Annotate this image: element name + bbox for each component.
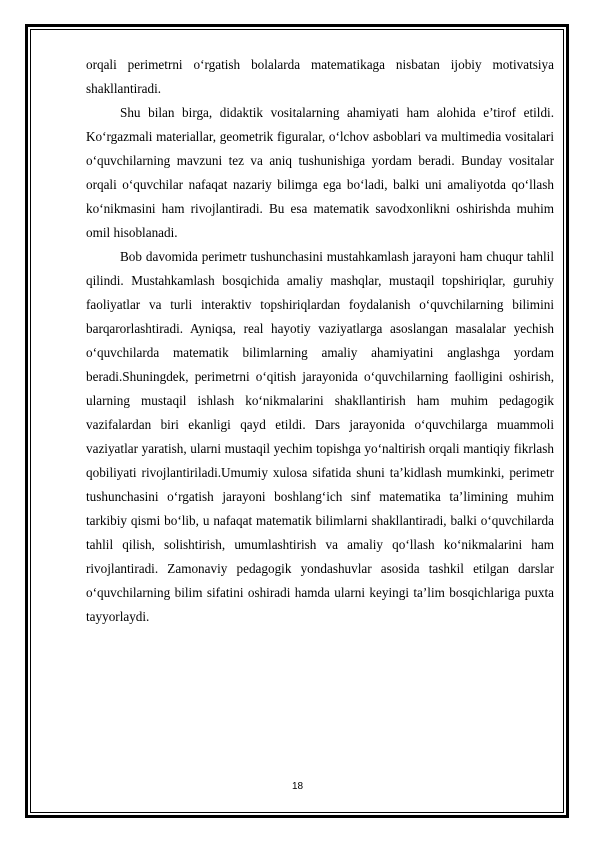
paragraph-conclusion: Bob davomida perimetr tushunchasini mustahkamlash jarayoni ham chuqur tahlil qilindi. Mustahkamlash bosqichida amaliy mashqlar, mustaqil topshiriqlar, guruhiy faoliyatlar va turli interaktiv topshiriqlardan foydalanish o‘quvchilarning bilimini barqarorlashtiradi. Ayniqsa, real hayotiy vaziyatlarga asoslangan masalalar yechish o‘quvchilarda matematik bilimlarning amaliy ahamiyatini anglashga yordam beradi.Shuningdek, perimetrni o‘qitish jarayonida o‘quvchilarning faolligini oshirish, ularning mustaqil ishlash ko‘nikmalarini shakllantirish ham muhim pedagogik vazifalardan biri ekanligi qayd etildi. Dars jarayonida o‘quvchilarga muammoli vaziyatlar yaratish, ularni mustaqil yechim topishga yo‘naltirish orqali mantiqiy fikrlash qobiliyati rivojlantiriladi.Umumiy xulosa sifatida shuni ta’kidlash mumkinki, perimetr tushunchasini o‘rgatish jarayoni boshlang‘ich sinf matematika ta’limining muhim tarkibiy qismi bo‘lib, u nafaqat matematik bilimlarni shakllantiradi, balki o‘quvchilarda tahlil qilish, solishtirish, umumlashtirish va amaliy qo‘llash ko‘nikmalarini ham rivojlantiradi. Zamonaviy pedagogik yondashuvlar asosida tashkil etilgan darslar o‘quvchilarning bilim sifatini oshiradi hamda ularni keyingi ta’lim bosqichlariga puxta tayyorlaydi.: [86, 249, 554, 624]
paragraph-continuation: orqali perimetrni o‘rgatish bolalarda matematikaga nisbatan ijobiy motivatsiya shakllantiradi.: [86, 57, 554, 96]
document-body: [86, 53, 554, 629]
page-number: 18: [291, 781, 304, 792]
paragraph-didactic-tools: Shu bilan birga, didaktik vositalarning ahamiyati ham alohida e’tirof etildi. Ko‘rgazmali materiallar, geometrik figuralar, o‘lchov asboblari va multimedia vositalari o‘quvchilarning mavzuni tez va aniq tushunishiga yordam beradi. Bunday vositalar orqali o‘quvchilar nafaqat nazariy bilimga ega bo‘ladi, balki uni amaliyotda qo‘llash ko‘nikmasini ham rivojlantiradi. Bu esa matematik savodxonlikni oshirishda muhim omil hisoblanadi.: [86, 105, 554, 240]
